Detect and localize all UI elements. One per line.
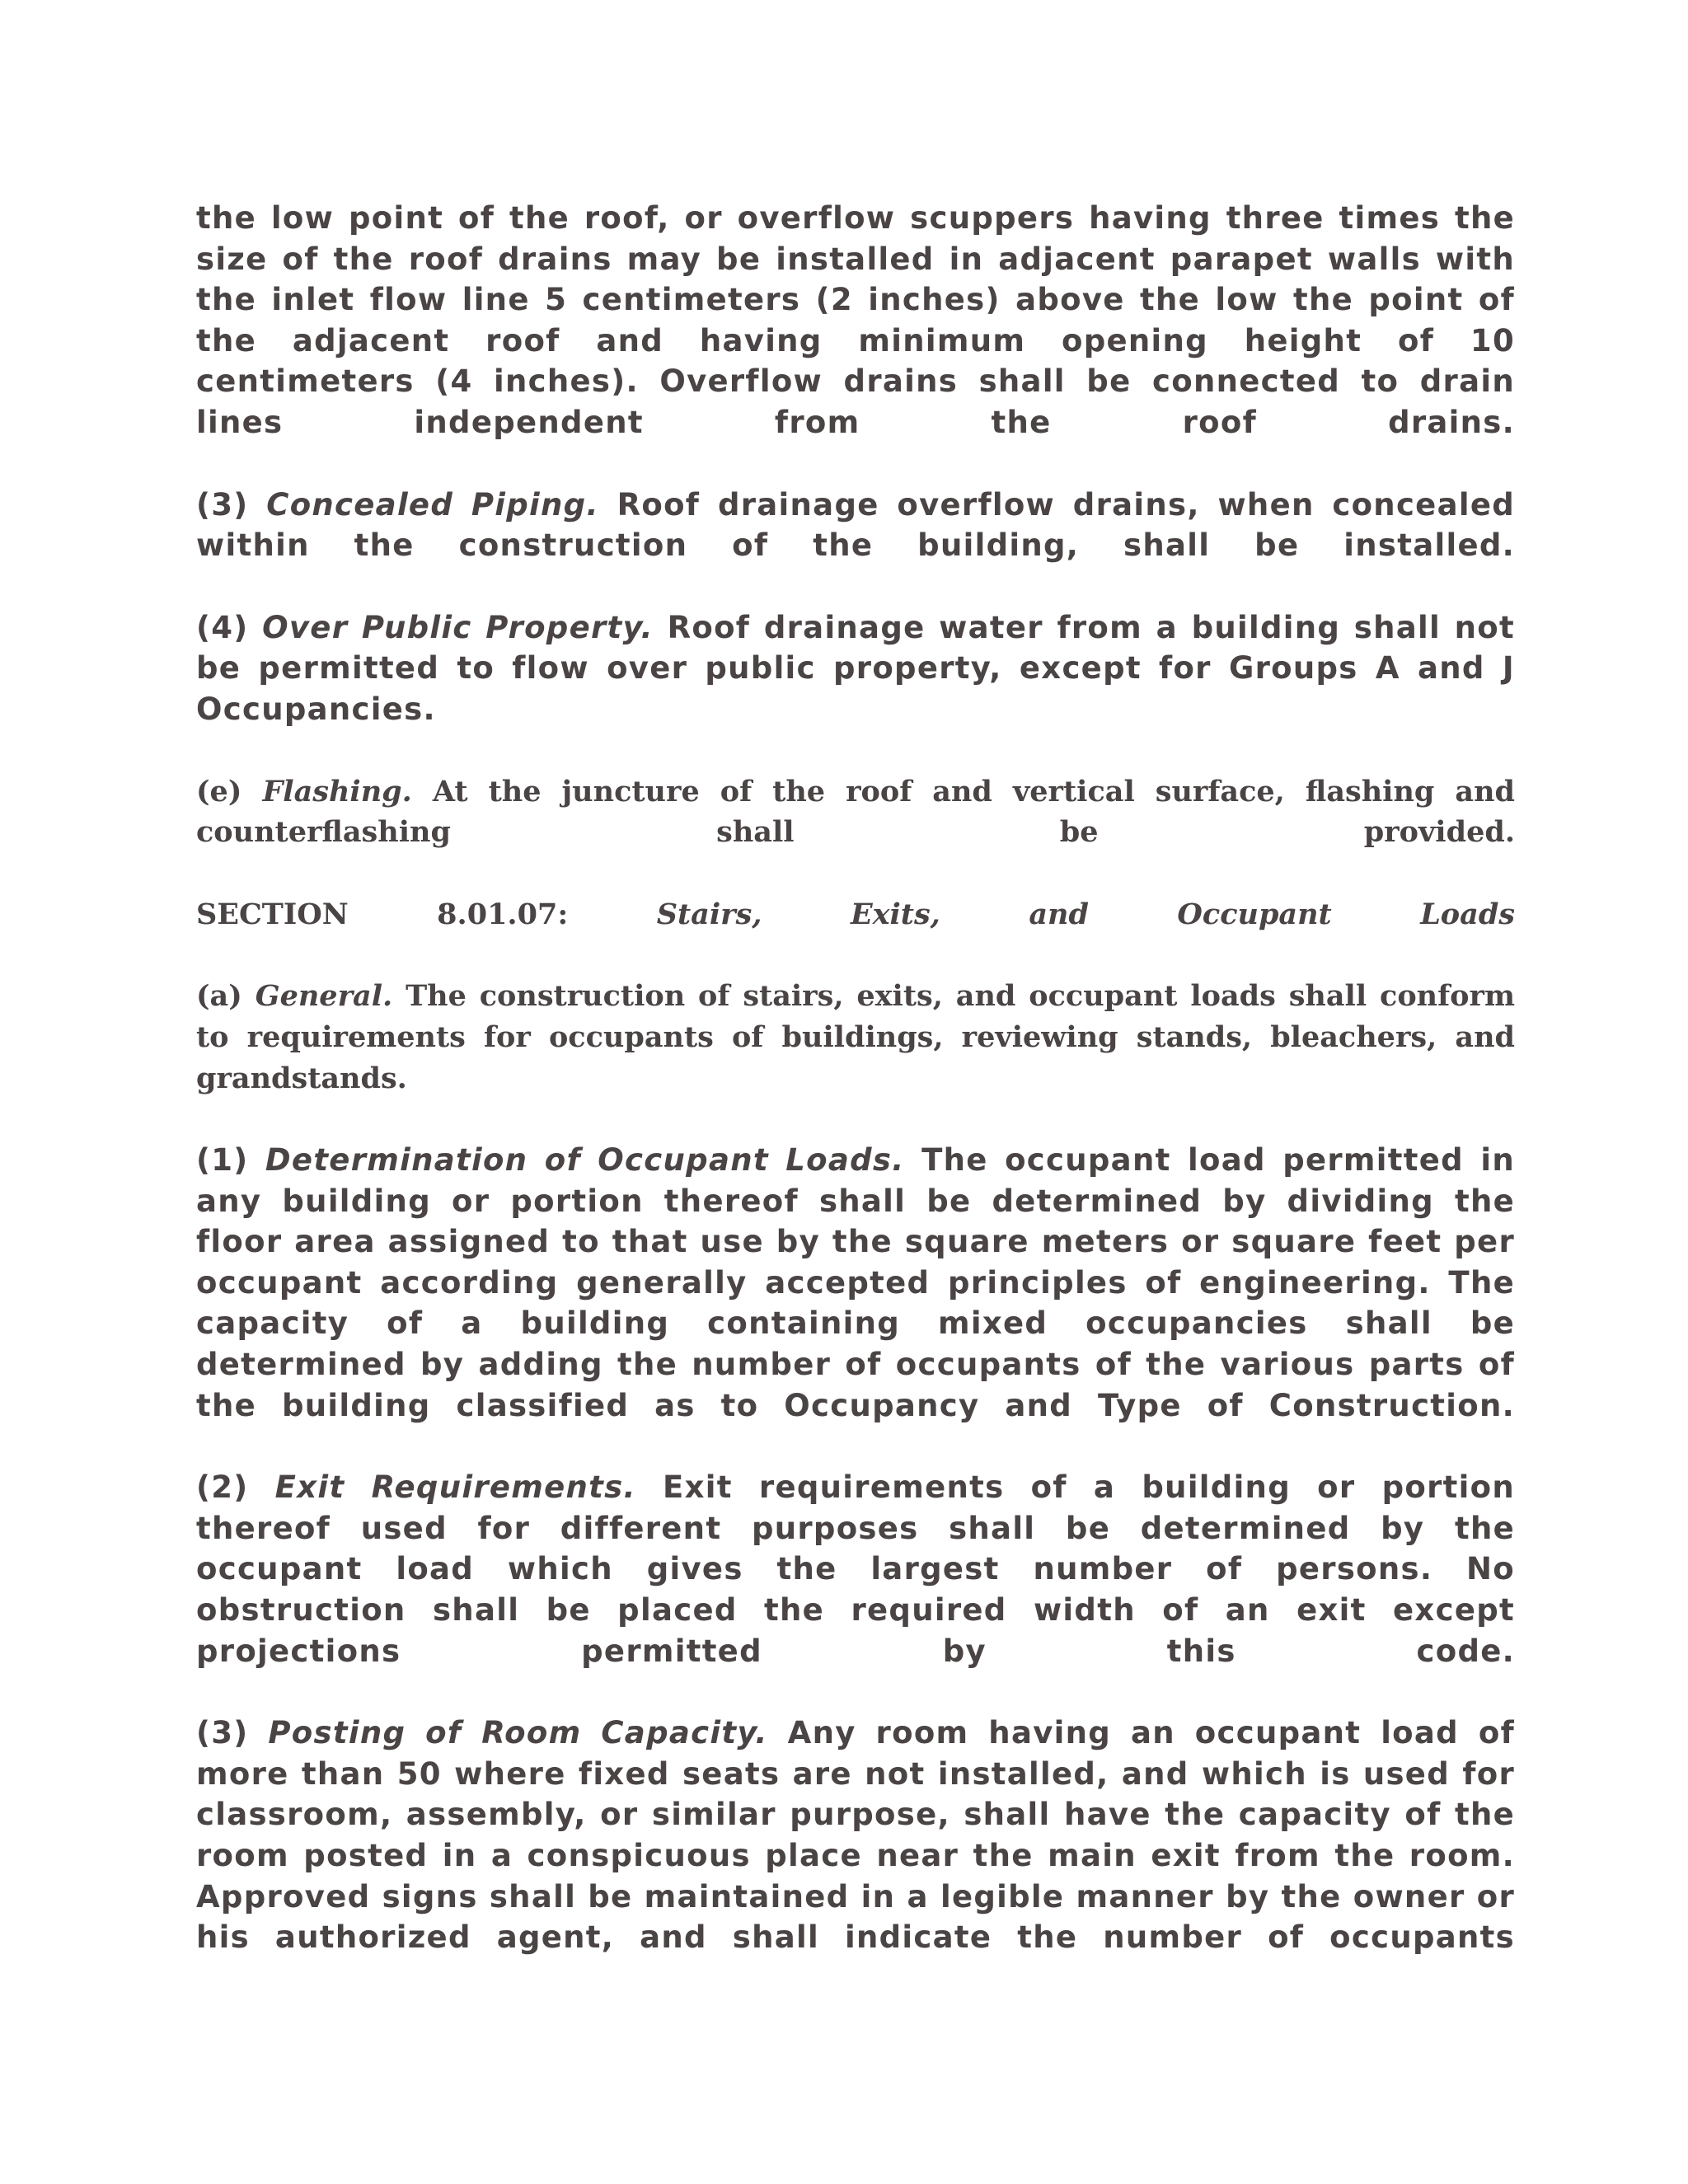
paragraph-text: the low point of the roof, or overflow scuppers having three times the size of the roof drains may be installed in adjacent parapet walls with the inlet flow line 5 centimeters (2 inches) above the low the point of the adjacent roof and having minimum opening height of 10 centimeters (4 inches). Overflow drains shall be connected to drain lines independent from the roof drains. xyxy=(196,200,1515,440)
clause-label: (1) xyxy=(196,1142,249,1179)
paragraph-exit-requirements xyxy=(196,1467,1515,1671)
paragraph-concealed-piping xyxy=(196,485,1515,566)
clause-title: General. xyxy=(255,979,393,1014)
paragraph-text: Any room having an occupant load of more than 50 where fixed seats are not installed, and which is used for classroom, assembly, or similar purpose, shall have the capacity of the room posted in a conspicuous place near the main exit from the room. Approved signs shall be maintained in a legible manner by the owner or his authorized agent, and shall indicate the number of occupants xyxy=(196,1715,1515,1956)
section-title: Stairs, Exits, and Occupant Loads xyxy=(656,897,1516,931)
paragraph-general xyxy=(196,976,1515,1099)
paragraph-room-capacity xyxy=(196,1713,1515,1958)
paragraph-flashing xyxy=(196,771,1515,853)
paragraph-text: Roof drainage water from a building shall not be permitted to flow over public property, except for Groups A and J Occupancies. xyxy=(196,609,1515,727)
paragraph-text: At the juncture of the roof and vertical surface, flashing and counterflashing shall be provided. xyxy=(196,774,1516,850)
clause-label: (a) xyxy=(196,979,242,1014)
clause-label: (e) xyxy=(196,774,242,808)
section-label: SECTION 8.01.07: xyxy=(196,897,569,931)
paragraph-over-public-property xyxy=(196,607,1515,730)
clause-label: (2) xyxy=(196,1469,249,1506)
clause-title: Posting of Room Capacity. xyxy=(268,1715,768,1751)
clause-title: Determination of Occupant Loads. xyxy=(265,1142,905,1179)
clause-label: (4) xyxy=(196,609,249,645)
clause-title: Exit Requirements. xyxy=(274,1469,636,1506)
clause-title: Over Public Property. xyxy=(262,609,654,645)
paragraph-text: The occupant load permitted in any building or portion thereof shall be determined by dividing the floor area assigned to that use by the square meters or square feet per occupant according generally accepted principles of engineering. The capacity of a building containing mixed occupancies shall be determined by adding the number of occupants of the various parts of the building classified as to Occupancy and Type of Construction. xyxy=(196,1142,1515,1423)
document-page xyxy=(196,198,1515,1999)
section-heading xyxy=(196,894,1515,935)
clause-label: (3) xyxy=(196,486,249,523)
clause-title: Concealed Piping. xyxy=(266,486,599,523)
paragraph-overflow-drains xyxy=(196,198,1515,443)
clause-label: (3) xyxy=(196,1715,249,1751)
paragraph-occupant-loads xyxy=(196,1140,1515,1426)
paragraph-text: The construction of stairs, exits, and occupant loads shall conform to requirements for occupants of buildings, reviewing stands, bleachers, and grandstands. xyxy=(196,979,1515,1095)
clause-title: Flashing. xyxy=(262,774,412,808)
paragraph-text: Exit requirements of a building or portion thereof used for different purposes shall be determined by the occupant load which gives the largest number of persons. No obstruction shall be placed the required width of an exit except projections permitted by this code. xyxy=(196,1469,1516,1669)
paragraph-text: Roof drainage overflow drains, when concealed within the construction of the building, shall be installed. xyxy=(196,486,1516,564)
